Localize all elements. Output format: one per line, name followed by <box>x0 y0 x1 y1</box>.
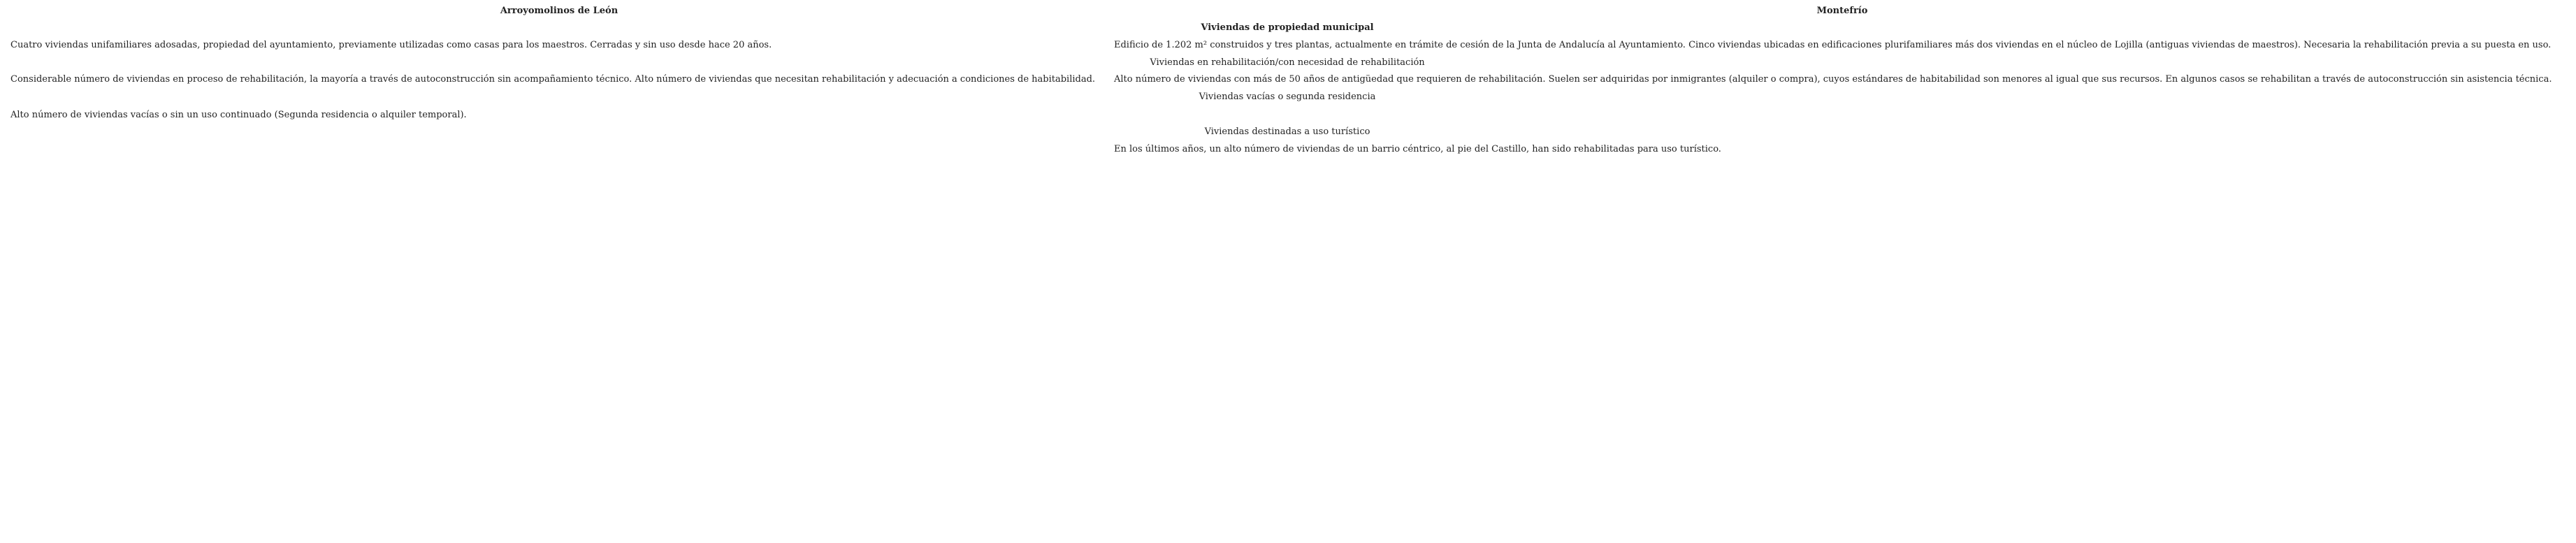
column-header-montefrio: Montefrío <box>1816 6 1868 16</box>
montefrio-turistico-text: En los últimos años, un alto número de viviendas de un barrio céntrico, al pie del Castillo, han sido rehabilitadas para uso turístico. <box>1114 144 1721 154</box>
section-heading-municipal: Viviendas de propiedad municipal <box>1201 22 1374 33</box>
section-heading-vacias: Viviendas vacías o segunda residencia <box>1199 92 1376 102</box>
section-heading-turistico: Viviendas destinadas a uso turístico <box>1204 126 1370 137</box>
arroyomolinos-rehabilitacion-text: Considerable número de viviendas en proceso de rehabilitación, la mayoría a través de autoconstrucción sin acompañamiento técnico. Alto número de viviendas que necesitan rehabilitación y adecuación a condiciones de habitabilidad. <box>10 74 1096 85</box>
arroyomolinos-vacias-text: Alto número de viviendas vacías o sin un uso continuado (Segunda residencia o alquiler temporal). <box>10 110 467 120</box>
column-header-arroyomolinos: Arroyomolinos de León <box>500 6 618 16</box>
montefrio-rehabilitacion-text: Alto número de viviendas con más de 50 años de antigüedad que requieren de rehabilitación. Suelen ser adquiridas por inmigrantes (alquiler o compra), cuyos estándares de habitabilidad son menores al igual que sus recursos. En algunos casos se rehabilitan a través de autoconstrucción sin asistencia técnica. <box>1114 74 2552 85</box>
arroyomolinos-municipal-text: Cuatro viviendas unifamiliares adosadas, propiedad del ayuntamiento, previamente utilizadas como casas para los maestros. Cerradas y sin uso desde hace 20 años. <box>10 40 772 50</box>
montefrio-municipal-text: Edificio de 1.202 m² construidos y tres plantas, actualmente en trámite de cesión de la Junta de Andalucía al Ayuntamiento. Cinco viviendas ubicadas en edificaciones plurifamiliares más dos viviendas en el núcleo de Lojilla (antiguas viviendas de maestros). Necesaria la rehabilitación previa a su puesta en uso. <box>1114 40 2552 50</box>
section-heading-rehabilitacion: Viviendas en rehabilitación/con necesidad de rehabilitación <box>1150 57 1425 68</box>
